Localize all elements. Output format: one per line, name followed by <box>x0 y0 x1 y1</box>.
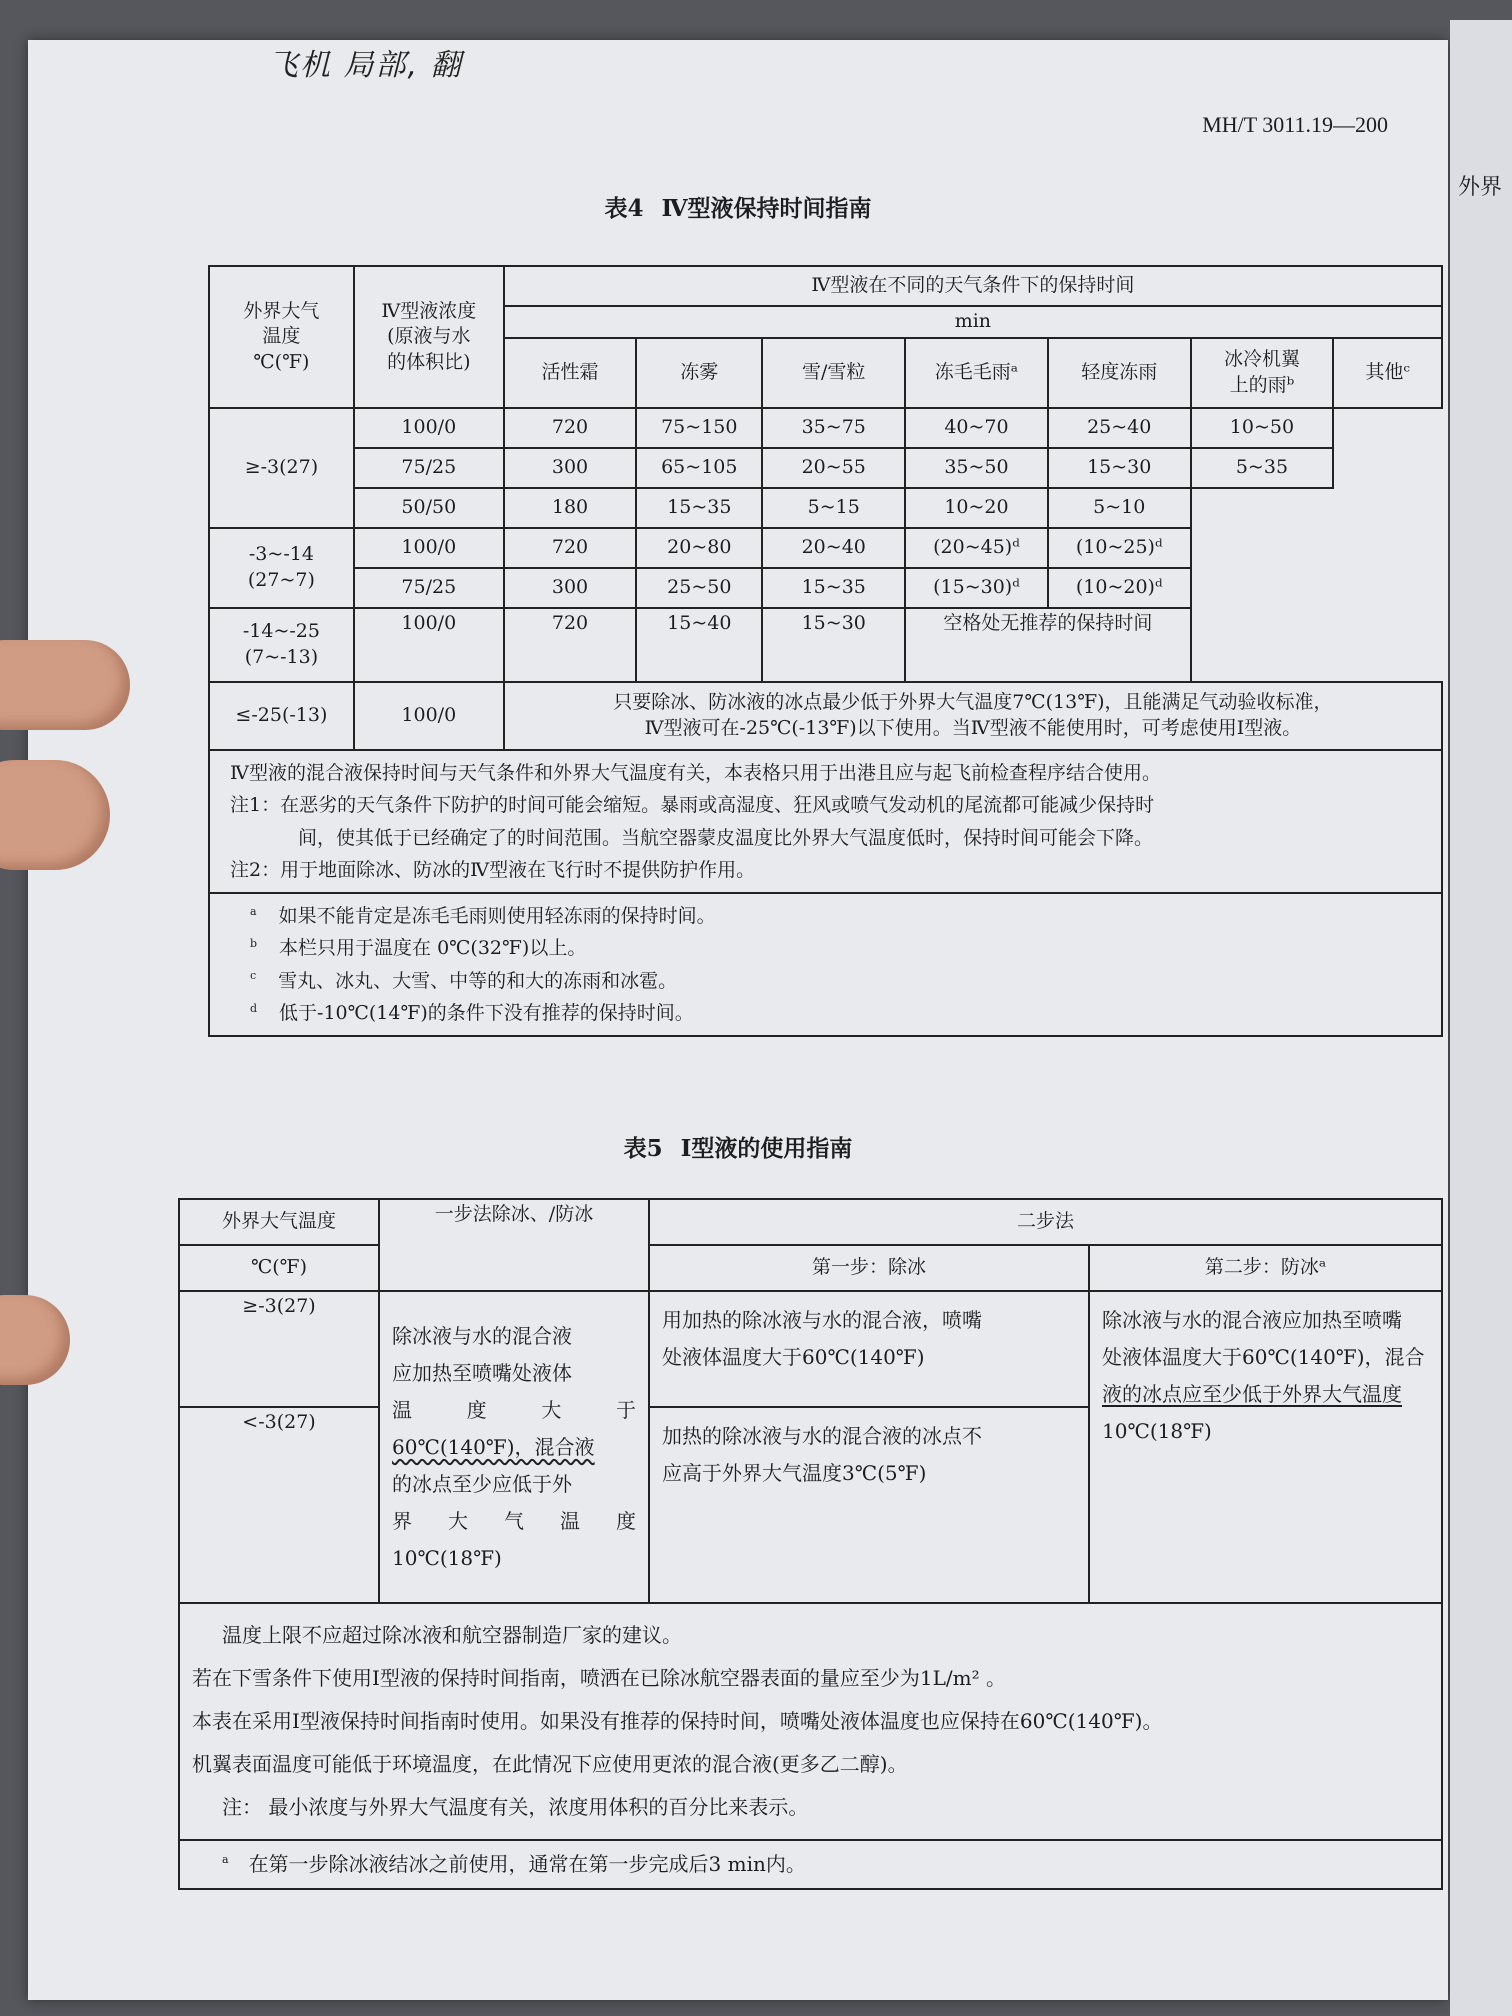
t4-col-snow: 雪/雪粒 <box>762 338 905 408</box>
t4-cell: 35~75 <box>762 408 905 448</box>
t4-cell: 65~105 <box>636 448 762 488</box>
footnote-text: 低于-10℃(14℉)的条件下没有推荐的保持时间。 <box>279 1002 694 1025</box>
t4-cell: (15~30)ᵈ <box>905 568 1048 608</box>
t4-no-recommend: 空格处无推荐的保持时间 <box>943 612 1153 634</box>
t4-cell: 50/50 <box>354 488 504 528</box>
table5-caption-text: Ⅰ型液的使用指南 <box>680 1135 853 1162</box>
t4-low-temp-l1: 只要除冰、防冰液的冰点最少低于外界大气温度7℃(13℉)，且能满足气动验收标准， <box>613 691 1333 714</box>
t4-note-line: 注1：在恶劣的天气条件下防护的时间可能会缩短。暴雨或高湿度、狂风或喷气发动机的尾流都可能减少保持时 <box>230 794 1155 817</box>
t5-header-temp-l2: ℃(℉) <box>179 1245 379 1291</box>
t5-header-two-step: 二步法 <box>649 1199 1442 1245</box>
t4-cell: 720 <box>504 408 636 448</box>
t5-one-step-l4: 60℃(140℉)，混合液 <box>392 1434 595 1459</box>
t5-one-step-l1: 除冰液与水的混合液 <box>392 1323 572 1348</box>
t4-header-temp-l1: 外界大气 <box>243 299 320 322</box>
t4-cell: 15~35 <box>636 488 762 528</box>
t4-cell: 15~30 <box>1048 448 1191 488</box>
table5 <box>178 1198 1443 1890</box>
footnote-mark: c <box>250 969 257 983</box>
footnote-text: 本栏只用于温度在 0℃(32℉)以上。 <box>279 937 587 960</box>
t4-header-conc-l1: Ⅳ型液浓度 <box>381 299 477 322</box>
footnote-mark: a <box>250 904 257 918</box>
footnote-mark: d <box>250 1001 258 1015</box>
t4-col-freezing-drizzle: 冻毛毛雨ᵃ <box>905 338 1048 408</box>
t4-temp-2-l1: -3~-14 <box>248 543 314 566</box>
t4-col-cold-wing-rain <box>1191 338 1334 408</box>
t5-step2-l1: 除冰液与水的混合液应加热至喷嘴 <box>1102 1308 1402 1332</box>
t5-one-step-l6: 界大气温度 <box>392 1508 636 1533</box>
t4-cell: (20~45)ᵈ <box>905 528 1048 568</box>
t4-cell: 15~40 <box>636 608 762 682</box>
table5-caption <box>28 1130 1448 1163</box>
t4-blank-area <box>1191 488 1442 682</box>
t4-cell: 40~70 <box>905 408 1048 448</box>
t5-header-step1: 第一步：除冰 <box>649 1245 1089 1291</box>
t5-notes <box>179 1603 1442 1840</box>
t4-header-conc <box>354 266 504 408</box>
t4-footnote-a <box>250 900 1425 932</box>
t5-step2-text <box>1089 1291 1442 1603</box>
t4-cell: 15~35 <box>762 568 905 608</box>
t4-footnote-d <box>250 997 1425 1029</box>
footnote-text: 如果不能肯定是冻毛毛雨则使用轻冻雨的保持时间。 <box>278 905 716 928</box>
t4-header-temp-l2: 温度 <box>262 325 301 348</box>
t4-cell: 10~50 <box>1191 408 1334 448</box>
t5-note-line: 温度上限不应超过除冰液和航空器制造厂家的建议。 <box>222 1623 682 1647</box>
table5-caption-no: 表5 <box>623 1135 663 1162</box>
t5-step1-high-l2: 处液体温度大于60℃(140℉) <box>662 1345 925 1369</box>
t5-step1-high-l1: 用加热的除冰液与水的混合液，喷嘴 <box>662 1308 982 1332</box>
t4-footnote-c <box>250 965 1425 997</box>
t4-cell: 100/0 <box>354 682 504 750</box>
t5-note-line: 本表在采用Ⅰ型液保持时间指南时使用。如果没有推荐的保持时间，喷嘴处液体温度也应保持在60℃(140℉)。 <box>192 1709 1163 1733</box>
t4-low-temp-l2: Ⅳ型液可在-25℃(-13℉)以下使用。当Ⅳ型液不能使用时，可考虑使用Ⅰ型液。 <box>644 717 1302 739</box>
t4-col-freezing-fog: 冻雾 <box>636 338 762 408</box>
t4-temp-1: ≥-3(27) <box>209 408 354 528</box>
t5-footnote <box>179 1840 1442 1889</box>
t4-cell: 20~80 <box>636 528 762 568</box>
footnote-mark: a <box>222 1853 229 1867</box>
t5-step2-l2: 处液体温度大于60℃(140℉)，混合 <box>1102 1345 1425 1369</box>
t5-header-one-step: 一步法除冰、/防冰 <box>379 1199 649 1291</box>
t4-cell: 25~40 <box>1048 408 1191 448</box>
next-page-edge <box>1450 20 1512 2016</box>
t5-one-step-l5: 的冰点至少应低于外 <box>392 1471 572 1496</box>
t5-note-line: 若在下雪条件下使用Ⅰ型液的保持时间指南，喷洒在已除冰航空器表面的量应至少为1L/m² 。 <box>192 1666 1006 1690</box>
t4-header-conc-l3: 的体积比) <box>387 350 471 373</box>
t4-note-line: 间，使其低于已经确定了的时间范围。当航空器蒙皮温度比外界大气温度低时，保持时间可能会下降。 <box>298 826 1154 849</box>
t5-step1-low <box>649 1407 1089 1603</box>
t4-cell: 35~50 <box>905 448 1048 488</box>
t4-temp-4: ≤-25(-13) <box>209 682 354 750</box>
t4-cell: 75/25 <box>354 448 504 488</box>
table4-caption-text: Ⅳ型液保持时间指南 <box>661 195 872 222</box>
t4-header-temp-l3: ℃(℉) <box>253 350 310 373</box>
standard-number: MH/T 3011.19—200 <box>1202 112 1388 137</box>
t4-cell: 300 <box>504 448 636 488</box>
t4-temp-2 <box>209 528 354 608</box>
t5-step2-l3: 液的冰点应至少低于外界大气温度 <box>1102 1382 1402 1406</box>
t4-empty-cell <box>1333 408 1442 488</box>
t4-cell: 5~15 <box>762 488 905 528</box>
next-page-fragment: 外界 <box>1458 175 1503 200</box>
t4-temp-2-l2: (27~7) <box>247 569 315 591</box>
t4-temp-3-l1: -14~-25 <box>242 620 320 643</box>
t4-cell: 75~150 <box>636 408 762 448</box>
t4-cell: 5~35 <box>1191 448 1334 488</box>
t4-col-cold-wing-l1: 冰冷机翼 <box>1223 348 1300 371</box>
t4-low-temp-note <box>504 682 1442 750</box>
t5-step1-low-l1: 加热的除冰液与水的混合液的冰点不 <box>662 1424 982 1448</box>
t4-note-line: Ⅳ型液的混合液保持时间与天气条件和外界大气温度有关，本表格只用于出港且应与起飞前检查程序结合使用。 <box>230 762 1161 784</box>
t5-temp-high: ≥-3(27) <box>179 1291 379 1407</box>
t4-cell: 20~40 <box>762 528 905 568</box>
t5-step2-l4: 10℃(18℉) <box>1102 1419 1212 1443</box>
t4-cell: 100/0 <box>354 408 504 448</box>
t4-cell: 20~55 <box>762 448 905 488</box>
t5-one-step-text <box>379 1291 649 1603</box>
t5-one-step-l7: 10℃(18℉) <box>392 1545 502 1570</box>
t4-cell: (10~20)ᵈ <box>1048 568 1191 608</box>
table4 <box>208 265 1443 1037</box>
t4-cell: 100/0 <box>354 608 504 682</box>
footnote-text: 在第一步除冰液结冰之前使用，通常在第一步完成后3 min内。 <box>248 1852 806 1876</box>
t4-cell: 720 <box>504 528 636 568</box>
t4-col-other: 其他ᶜ <box>1333 338 1442 408</box>
t5-step1-low-l2: 应高于外界大气温度3℃(5℉) <box>662 1461 927 1485</box>
t4-note-line: 注2：用于地面除冰、防冰的Ⅳ型液在飞行时不提供防护作用。 <box>230 858 756 881</box>
table4-caption <box>28 190 1448 223</box>
t4-cell: 180 <box>504 488 636 528</box>
t4-col-cold-wing-l2: 上的雨ᵇ <box>1229 374 1295 396</box>
t4-cell: 5~10 <box>1048 488 1191 528</box>
document-page <box>28 40 1448 2000</box>
t4-cell: 25~50 <box>636 568 762 608</box>
t4-group-header: Ⅳ型液在不同的天气条件下的保持时间 <box>504 266 1442 306</box>
handwritten-note: 飞机 局部, 翻 <box>268 48 463 83</box>
t4-header-conc-l2: (原液与水 <box>387 325 471 348</box>
t4-col-frost: 活性霜 <box>504 338 636 408</box>
t5-step1-high <box>649 1291 1089 1407</box>
t5-header-step2: 第二步：防冰ᵃ <box>1089 1245 1442 1291</box>
t5-one-step-l3: 温度大于 <box>392 1397 636 1422</box>
t4-notes <box>209 750 1442 893</box>
t4-temp-3-l2: (7~-13) <box>244 646 319 668</box>
t4-footnote-b <box>250 932 1425 964</box>
t5-temp-low: <-3(27) <box>179 1407 379 1603</box>
t4-col-light-freezing-rain: 轻度冻雨 <box>1048 338 1191 408</box>
finger-shape <box>0 760 110 870</box>
footnote-mark: b <box>250 937 258 951</box>
footnote-text: 雪丸、冰丸、大雪、中等的和大的冻雨和冰雹。 <box>278 969 678 992</box>
t4-header-temp <box>209 266 354 408</box>
t5-note-line: 机翼表面温度可能低于环境温度，在此情况下应使用更浓的混合液(更多乙二醇)。 <box>192 1752 908 1776</box>
t5-one-step-l2: 应加热至喷嘴处液体 <box>392 1360 572 1385</box>
t4-temp-3 <box>209 608 354 682</box>
finger-shape <box>0 640 130 730</box>
t5-note-line: 注： 最小浓度与外界大气温度有关，浓度用体积的百分比来表示。 <box>222 1795 809 1819</box>
table4-caption-no: 表4 <box>604 195 644 222</box>
t4-cell: 15~30 <box>762 608 905 682</box>
t4-footnotes <box>209 893 1442 1036</box>
t4-cell: 720 <box>504 608 636 682</box>
t4-cell: 100/0 <box>354 528 504 568</box>
t4-cell: 10~20 <box>905 488 1048 528</box>
t4-cell: 300 <box>504 568 636 608</box>
t4-unit: min <box>504 306 1442 338</box>
t5-header-temp-l1: 外界大气温度 <box>179 1199 379 1245</box>
t4-cell: 75/25 <box>354 568 504 608</box>
t4-cell: (10~25)ᵈ <box>1048 528 1191 568</box>
